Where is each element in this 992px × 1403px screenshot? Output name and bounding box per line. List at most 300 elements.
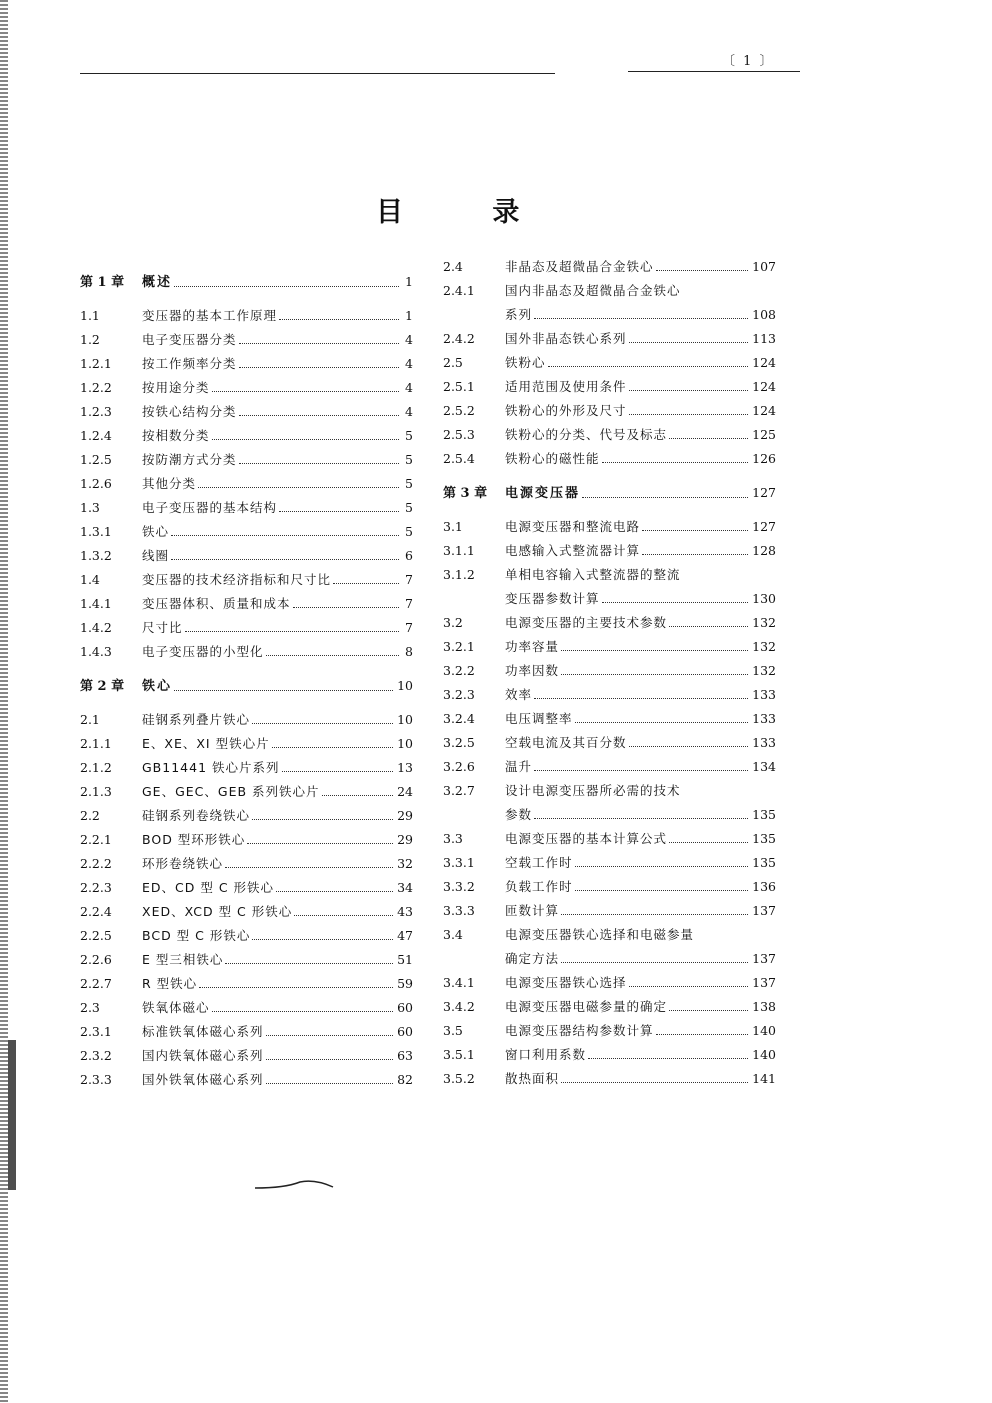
toc-entry — [443, 615, 776, 631]
toc-leader-dots — [174, 285, 399, 287]
toc-entry-page: 4 — [405, 332, 413, 347]
toc-leader-dots — [266, 1034, 394, 1036]
toc-entry — [80, 1000, 413, 1016]
toc-entry — [443, 543, 776, 559]
toc-entry-page: 125 — [752, 427, 776, 442]
toc-entry — [443, 735, 776, 751]
toc-entry-page: 82 — [397, 1072, 413, 1087]
toc-entry-label: 线圈 — [142, 548, 170, 563]
toc-entry-number: 1.2.6 — [80, 476, 112, 491]
toc-leader-dots — [575, 865, 749, 867]
toc-entry-page: 124 — [752, 355, 776, 370]
toc-entry — [80, 952, 413, 968]
toc-leader-dots — [534, 697, 748, 699]
toc-entry — [80, 524, 413, 540]
toc-entry-number: 2.3 — [80, 1000, 100, 1015]
toc-entry-label: 窗口利用系数 — [505, 1047, 587, 1062]
toc-entry — [443, 283, 776, 299]
toc-entry — [443, 379, 776, 395]
toc-entry-number: 1.3 — [80, 500, 100, 515]
toc-leader-dots — [252, 722, 393, 724]
toc-entry-number: 2.3.1 — [80, 1024, 112, 1039]
toc-entry-number: 2.2.1 — [80, 832, 112, 847]
toc-leader-dots — [282, 770, 394, 772]
toc-leader-dots — [185, 630, 399, 632]
toc-entry — [443, 879, 776, 895]
toc-entry-label: 按防潮方式分类 — [142, 452, 237, 467]
toc-entry-label: E、XE、XI 型铁心片 — [142, 736, 270, 751]
toc-entry — [80, 332, 413, 348]
toc-entry — [80, 1072, 413, 1088]
toc-leader-dots — [629, 341, 749, 343]
toc-entry-page: 135 — [752, 807, 776, 822]
toc-entry-label: 负载工作时 — [505, 879, 573, 894]
toc-entry-label: 国内铁氧体磁心系列 — [142, 1048, 264, 1063]
toc-entry-page: 5 — [405, 476, 413, 491]
toc-entry-page: 1 — [405, 308, 413, 323]
toc-entry-label: BCD 型 C 形铁心 — [142, 928, 251, 943]
toc-entry-number: 1.4.1 — [80, 596, 112, 611]
toc-entry-number: 2.3.2 — [80, 1048, 112, 1063]
toc-entry-label: 单相电容输入式整流器的整流 — [505, 567, 681, 582]
toc-entry-number: 1.2.3 — [80, 404, 112, 419]
toc-entry — [80, 548, 413, 564]
toc-entry-label: 电源变压器 — [505, 486, 581, 501]
toc-entry-number: 2.5.4 — [443, 451, 475, 466]
toc-entry-page: 8 — [405, 644, 413, 659]
toc-entry — [443, 259, 776, 275]
toc-leader-dots — [575, 889, 749, 891]
toc-entry — [443, 1023, 776, 1039]
toc-leader-dots — [333, 582, 399, 584]
toc-entry — [80, 380, 413, 396]
toc-leader-dots — [642, 529, 748, 531]
toc-entry-label: 铁粉心的外形及尺寸 — [505, 403, 627, 418]
toc-entry — [443, 951, 776, 967]
toc-entry-number: 3.5.2 — [443, 1071, 475, 1086]
toc-entry-number: 2.2.6 — [80, 952, 112, 967]
toc-entry-label: 电压调整率 — [505, 711, 573, 726]
toc-entry-page: 140 — [752, 1047, 776, 1062]
toc-entry — [443, 567, 776, 583]
toc-entry-page: 51 — [397, 952, 413, 967]
toc-entry-label: 国外铁氧体磁心系列 — [142, 1072, 264, 1087]
toc-entry — [80, 476, 413, 492]
toc-entry — [443, 927, 776, 943]
toc-leader-dots — [548, 365, 749, 367]
toc-entry-number: 2.2.7 — [80, 976, 112, 991]
toc-leader-dots — [629, 985, 749, 987]
toc-entry-number: 3.4 — [443, 927, 463, 942]
toc-entry-number: 2.2.3 — [80, 880, 112, 895]
toc-entry-number: 3.5.1 — [443, 1047, 475, 1062]
toc-chapter-entry — [80, 678, 413, 695]
toc-entry-number: 2.1 — [80, 712, 100, 727]
toc-entry-label: 铁心 — [142, 524, 170, 539]
toc-entry-number: 2.5.1 — [443, 379, 475, 394]
toc-entry — [80, 832, 413, 848]
toc-entry-number: 1.2.5 — [80, 452, 112, 467]
toc-entry-page: 34 — [397, 880, 413, 895]
toc-entry-page: 136 — [752, 879, 776, 894]
toc-entry-label: 功率因数 — [505, 663, 560, 678]
toc-entry — [443, 355, 776, 371]
toc-leader-dots — [656, 269, 749, 271]
toc-entry-page: 4 — [405, 404, 413, 419]
toc-leader-dots — [602, 461, 749, 463]
toc-leader-dots — [212, 390, 399, 392]
toc-chapter-entry — [443, 485, 776, 502]
toc-entry — [443, 1047, 776, 1063]
toc-entry-label: 电子变压器的基本结构 — [142, 500, 278, 515]
toc-entry-number: 2.1.1 — [80, 736, 112, 751]
toc-entry-number: 3.3.1 — [443, 855, 475, 870]
toc-entry-number: 1.2.2 — [80, 380, 112, 395]
toc-entry-page: 5 — [405, 500, 413, 515]
toc-leader-dots — [171, 534, 399, 536]
toc-entry — [443, 663, 776, 679]
toc-entry-page: 4 — [405, 356, 413, 371]
toc-entry-page: 60 — [397, 1024, 413, 1039]
toc-leader-dots — [656, 1033, 749, 1035]
toc-leader-dots — [199, 986, 393, 988]
toc-entry-page: 7 — [405, 596, 413, 611]
toc-entry-number: 3.3 — [443, 831, 463, 846]
toc-entry-number: 3.2.2 — [443, 663, 475, 678]
toc-entry — [443, 807, 776, 823]
toc-entry-number: 2.5 — [443, 355, 463, 370]
page-title: 目 录 — [376, 197, 560, 228]
toc-entry-number: 1.1 — [80, 308, 100, 323]
toc-entry-label: 电感输入式整流器计算 — [505, 543, 641, 558]
toc-entry-number: 3.4.2 — [443, 999, 475, 1014]
toc-entry-page: 5 — [405, 524, 413, 539]
toc-leader-dots — [669, 841, 748, 843]
toc-entry-page: 13 — [397, 760, 413, 775]
toc-entry-page: 59 — [397, 976, 413, 991]
toc-entry — [80, 856, 413, 872]
toc-leader-dots — [561, 1081, 748, 1083]
toc-entry-page: 7 — [405, 572, 413, 587]
toc-entry-number: 3.2.7 — [443, 783, 475, 798]
toc-entry-number: 2.3.3 — [80, 1072, 112, 1087]
toc-entry — [80, 620, 413, 636]
header-rule-right — [628, 71, 800, 72]
toc-entry-number: 1.2.1 — [80, 356, 112, 371]
toc-entry-label: 尺寸比 — [142, 620, 183, 635]
toc-leader-dots — [669, 1009, 748, 1011]
toc-entry-label: 电源变压器铁心选择 — [505, 975, 627, 990]
toc-entry — [80, 428, 413, 444]
toc-entry — [80, 904, 413, 920]
toc-entry-label: 电源变压器铁心选择和电磁参量 — [505, 927, 695, 942]
toc-entry — [443, 307, 776, 323]
toc-entry-number: 2.5.2 — [443, 403, 475, 418]
toc-entry-label: 电源变压器的主要技术参数 — [505, 615, 668, 630]
toc-leader-dots — [534, 769, 748, 771]
toc-entry-page: 5 — [405, 428, 413, 443]
toc-entry-page: 5 — [405, 452, 413, 467]
toc-entry-number: 1.2 — [80, 332, 100, 347]
toc-entry-label: 功率容量 — [505, 639, 560, 654]
toc-entry-label: 电源变压器的基本计算公式 — [505, 831, 668, 846]
toc-leader-dots — [266, 1082, 394, 1084]
toc-entry-number: 1.2.4 — [80, 428, 112, 443]
toc-entry-label: 铁氧体磁心 — [142, 1000, 210, 1015]
toc-entry-page: 137 — [752, 951, 776, 966]
toc-entry-number: 3.2.4 — [443, 711, 475, 726]
toc-entry-page: 133 — [752, 735, 776, 750]
toc-entry-label: 国内非晶态及超微晶合金铁心 — [505, 283, 681, 298]
toc-entry — [443, 999, 776, 1015]
toc-entry-number: 2.1.3 — [80, 784, 112, 799]
toc-entry-number: 3.3.3 — [443, 903, 475, 918]
toc-leader-dots — [629, 745, 749, 747]
toc-entry-label: 匝数计算 — [505, 903, 560, 918]
toc-entry — [443, 427, 776, 443]
toc-entry-number: 1.4 — [80, 572, 100, 587]
toc-leader-dots — [212, 438, 399, 440]
toc-entry-label: ED、CD 型 C 形铁心 — [142, 880, 275, 895]
toc-entry-page: 132 — [752, 615, 776, 630]
toc-entry — [80, 736, 413, 752]
toc-entry-number: 3.2 — [443, 615, 463, 630]
toc-entry-number: 3.1.1 — [443, 543, 475, 558]
toc-entry-page: 135 — [752, 831, 776, 846]
toc-entry — [443, 711, 776, 727]
toc-leader-dots — [279, 510, 399, 512]
toc-leader-dots — [272, 746, 394, 748]
toc-entry-page: 29 — [397, 808, 413, 823]
toc-entry-label: 硅钢系列叠片铁心 — [142, 712, 251, 727]
toc-entry-page: 137 — [752, 903, 776, 918]
toc-entry — [443, 403, 776, 419]
toc-entry-number: 1.3.1 — [80, 524, 112, 539]
toc-entry — [80, 644, 413, 660]
toc-entry-page: 6 — [405, 548, 413, 563]
toc-entry-label: E 型三相铁心 — [142, 952, 224, 967]
scan-binding-shadow — [8, 1040, 16, 1190]
toc-leader-dots — [561, 913, 748, 915]
toc-entry-page: 10 — [397, 712, 413, 727]
toc-entry-page: 107 — [752, 259, 776, 274]
toc-entry-number: 3.5 — [443, 1023, 463, 1038]
header-rule-left — [80, 73, 555, 74]
toc-leader-dots — [276, 890, 393, 892]
toc-entry-number: 第 3 章 — [443, 486, 488, 501]
toc-entry-label: GB11441 铁心片系列 — [142, 760, 280, 775]
toc-entry-page: 133 — [752, 687, 776, 702]
toc-entry-number: 3.2.5 — [443, 735, 475, 750]
toc-entry — [80, 1048, 413, 1064]
toc-entry-page: 137 — [752, 975, 776, 990]
toc-entry-page: 124 — [752, 403, 776, 418]
toc-entry-page: 108 — [752, 307, 776, 322]
toc-entry-page: 10 — [397, 736, 413, 751]
toc-entry — [443, 831, 776, 847]
toc-entry-label: 确定方法 — [505, 951, 560, 966]
toc-entry-label: 变压器的技术经济指标和尺寸比 — [142, 572, 332, 587]
toc-entry-page: 140 — [752, 1023, 776, 1038]
toc-entry — [80, 784, 413, 800]
toc-leader-dots — [212, 1010, 394, 1012]
toc-entry — [80, 500, 413, 516]
toc-entry-page: 127 — [752, 519, 776, 534]
toc-entry-page: 47 — [397, 928, 413, 943]
page-number: 〔 1 〕 — [722, 54, 775, 69]
toc-entry-number: 第 2 章 — [80, 679, 125, 694]
toc-entry-label: 电子变压器分类 — [142, 332, 237, 347]
toc-leader-dots — [252, 818, 393, 820]
toc-leader-dots — [588, 1057, 748, 1059]
toc-entry-label: 按用途分类 — [142, 380, 210, 395]
toc-entry — [443, 855, 776, 871]
toc-entry-page: 7 — [405, 620, 413, 635]
toc-entry-label: BOD 型环形铁心 — [142, 832, 246, 847]
toc-entry-number: 2.5.3 — [443, 427, 475, 442]
toc-entry-number: 1.4.2 — [80, 620, 112, 635]
toc-leader-dots — [602, 601, 749, 603]
toc-entry-number: 3.1 — [443, 519, 463, 534]
toc-entry — [80, 808, 413, 824]
toc-entry-page: 132 — [752, 639, 776, 654]
toc-entry — [80, 712, 413, 728]
toc-entry-number: 2.1.2 — [80, 760, 112, 775]
toc-entry-label: 变压器体积、质量和成本 — [142, 596, 291, 611]
toc-entry-page: 127 — [752, 485, 776, 500]
toc-leader-dots — [279, 318, 399, 320]
toc-entry-number: 3.3.2 — [443, 879, 475, 894]
toc-entry-label: 设计电源变压器所必需的技术 — [505, 783, 681, 798]
toc-entry-number: 3.1.2 — [443, 567, 475, 582]
toc-chapter-entry — [80, 274, 413, 291]
toc-entry-label: R 型铁心 — [142, 976, 198, 991]
toc-entry — [443, 451, 776, 467]
toc-entry-number: 3.4.1 — [443, 975, 475, 990]
toc-entry-label: 电源变压器和整流电路 — [505, 519, 641, 534]
toc-entry-label: 空载工作时 — [505, 855, 573, 870]
toc-leader-dots — [582, 496, 748, 498]
toc-entry-number: 1.3.2 — [80, 548, 112, 563]
toc-leader-dots — [561, 673, 748, 675]
toc-entry-page: 135 — [752, 855, 776, 870]
toc-entry — [443, 759, 776, 775]
toc-entry — [443, 903, 776, 919]
toc-entry-label: 按工作频率分类 — [142, 356, 237, 371]
toc-entry — [443, 783, 776, 799]
toc-entry — [443, 1071, 776, 1087]
toc-entry-label: 电源变压器结构参数计算 — [505, 1023, 654, 1038]
toc-entry — [80, 880, 413, 896]
toc-leader-dots — [266, 1058, 394, 1060]
toc-entry-label: 铁粉心 — [505, 355, 546, 370]
toc-entry — [443, 519, 776, 535]
toc-entry-page: 132 — [752, 663, 776, 678]
scan-edge-artifact — [0, 0, 8, 1403]
toc-entry-label: 散热面积 — [505, 1071, 560, 1086]
toc-entry-label: 环形卷绕铁心 — [142, 856, 224, 871]
toc-entry — [443, 591, 776, 607]
toc-entry-label: 电子变压器的小型化 — [142, 644, 264, 659]
toc-entry-label: 铁粉心的磁性能 — [505, 451, 600, 466]
toc-leader-dots — [198, 486, 399, 488]
toc-leader-dots — [239, 366, 399, 368]
toc-entry-number: 2.2.2 — [80, 856, 112, 871]
toc-entry-label: 硅钢系列卷绕铁心 — [142, 808, 251, 823]
toc-entry-number: 3.2.3 — [443, 687, 475, 702]
toc-entry-number: 2.4.1 — [443, 283, 475, 298]
toc-entry-page: 29 — [397, 832, 413, 847]
toc-entry-page: 10 — [397, 678, 413, 693]
toc-leader-dots — [174, 689, 393, 691]
toc-entry-page: 134 — [752, 759, 776, 774]
toc-leader-dots — [534, 817, 748, 819]
toc-entry-label: 温升 — [505, 759, 533, 774]
toc-entry-number: 2.4.2 — [443, 331, 475, 346]
toc-entry — [443, 975, 776, 991]
toc-entry-number: 3.2.6 — [443, 759, 475, 774]
toc-entry-page: 63 — [397, 1048, 413, 1063]
toc-entry-number: 2.2 — [80, 808, 100, 823]
toc-entry-page: 60 — [397, 1000, 413, 1015]
toc-leader-dots — [669, 625, 748, 627]
toc-entry-page: 133 — [752, 711, 776, 726]
toc-entry-label: 铁心 — [142, 679, 173, 694]
toc-entry-label: GE、GEC、GEB 系列铁心片 — [142, 784, 320, 799]
toc-leader-dots — [561, 649, 748, 651]
toc-entry-number: 3.2.1 — [443, 639, 475, 654]
toc-entry-label: 变压器的基本工作原理 — [142, 308, 278, 323]
toc-entry — [80, 356, 413, 372]
toc-leader-dots — [239, 342, 399, 344]
toc-entry-page: 43 — [397, 904, 413, 919]
toc-entry — [443, 331, 776, 347]
toc-entry — [80, 976, 413, 992]
toc-leader-dots — [239, 414, 399, 416]
toc-entry-number: 2.2.5 — [80, 928, 112, 943]
toc-entry-label: 非晶态及超微晶合金铁心 — [505, 259, 654, 274]
toc-entry — [443, 639, 776, 655]
toc-entry-page: 138 — [752, 999, 776, 1014]
toc-entry — [80, 1024, 413, 1040]
toc-entry-page: 128 — [752, 543, 776, 558]
toc-entry-label: 参数 — [505, 807, 533, 822]
toc-entry-label: 变压器参数计算 — [505, 591, 600, 606]
toc-leader-dots — [239, 462, 399, 464]
toc-entry-label: 按铁心结构分类 — [142, 404, 237, 419]
toc-leader-dots — [322, 794, 394, 796]
toc-entry-page: 124 — [752, 379, 776, 394]
toc-entry-label: 适用范围及使用条件 — [505, 379, 627, 394]
toc-entry-label: 国外非晶态铁心系列 — [505, 331, 627, 346]
toc-entry-label: 按相数分类 — [142, 428, 210, 443]
toc-entry-label: 空载电流及其百分数 — [505, 735, 627, 750]
toc-leader-dots — [225, 962, 393, 964]
toc-entry-label: 系列 — [505, 307, 533, 322]
toc-leader-dots — [266, 654, 399, 656]
toc-entry — [80, 452, 413, 468]
toc-entry-number: 2.2.4 — [80, 904, 112, 919]
toc-entry — [80, 928, 413, 944]
scan-mark — [255, 1180, 335, 1190]
toc-leader-dots — [575, 721, 749, 723]
toc-leader-dots — [171, 558, 399, 560]
toc-entry-page: 4 — [405, 380, 413, 395]
toc-entry-label: XED、XCD 型 C 形铁心 — [142, 904, 293, 919]
toc-entry — [443, 687, 776, 703]
toc-leader-dots — [669, 437, 748, 439]
toc-entry-label: 效率 — [505, 687, 533, 702]
